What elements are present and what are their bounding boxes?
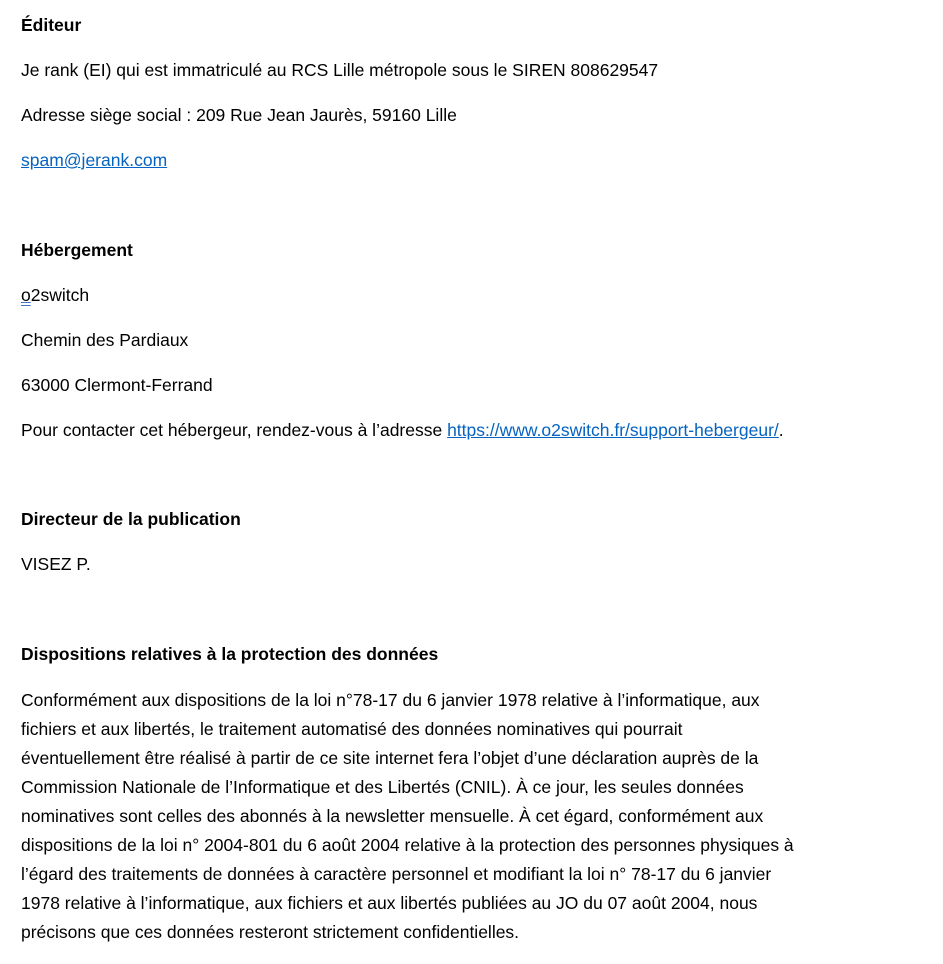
host-street: Chemin des Pardiaux [21,330,189,350]
editeur-address: Adresse siège social : 209 Rue Jean Jaurès, 59160 Lille [21,105,457,125]
editeur-line1: Je rank (EI) qui est immatriculé au RCS Lille métropole sous le SIREN 808629547 [21,60,659,80]
para-line: Commission Nationale de l’Informatique et des Libertés (CNIL). À ce jour, les seules données [21,777,744,797]
para-line: précisons que ces données resteront strictement confidentielles. [21,922,520,942]
heading-hebergement: Hébergement [21,240,133,260]
para-line: Conformément aux dispositions de la loi n°78-17 du 6 janvier 1978 relative à l’informatique, aux [21,690,760,710]
host-contact [21,419,784,441]
host-support-link[interactable]: https://www.o2switch.fr/support-hebergeur/ [447,420,779,440]
host-name-rest: 2switch [30,285,90,305]
heading-directeur: Directeur de la publication [21,509,241,529]
para-line: nominatives sont celles des abonnés à la newsletter mensuelle. À cet égard, conformément aux [21,806,764,826]
contact-suffix: . [778,420,784,440]
email-link[interactable]: spam@jerank.com [21,150,168,170]
host-name [21,284,89,306]
heading-donnees: Dispositions relatives à la protection des données [21,644,439,664]
donnees-paragraph [21,686,921,947]
spellcheck-mark: o [21,285,31,305]
heading-editeur: Éditeur [21,15,82,35]
directeur-name: VISEZ P. [21,554,91,574]
para-line: 1978 relative à l’informatique, aux fichiers et aux libertés publiées au JO du 07 août 2004, nous [21,893,758,913]
host-city: 63000 Clermont-Ferrand [21,375,213,395]
contact-prefix: Pour contacter cet hébergeur, rendez-vous à l’adresse [21,420,448,440]
para-line: éventuellement être réalisé à partir de ce site internet fera l’objet d’une déclaration auprès de la [21,748,759,768]
para-line: fichiers et aux libertés, le traitement automatisé des données nominatives qui pourrait [21,719,683,739]
para-line: dispositions de la loi n° 2004-801 du 6 août 2004 relative à la protection des personnes physiques à [21,835,794,855]
para-line: l’égard des traitements de données à caractère personnel et modifiant la loi n° 78-17 du 6 janvier [21,864,772,884]
